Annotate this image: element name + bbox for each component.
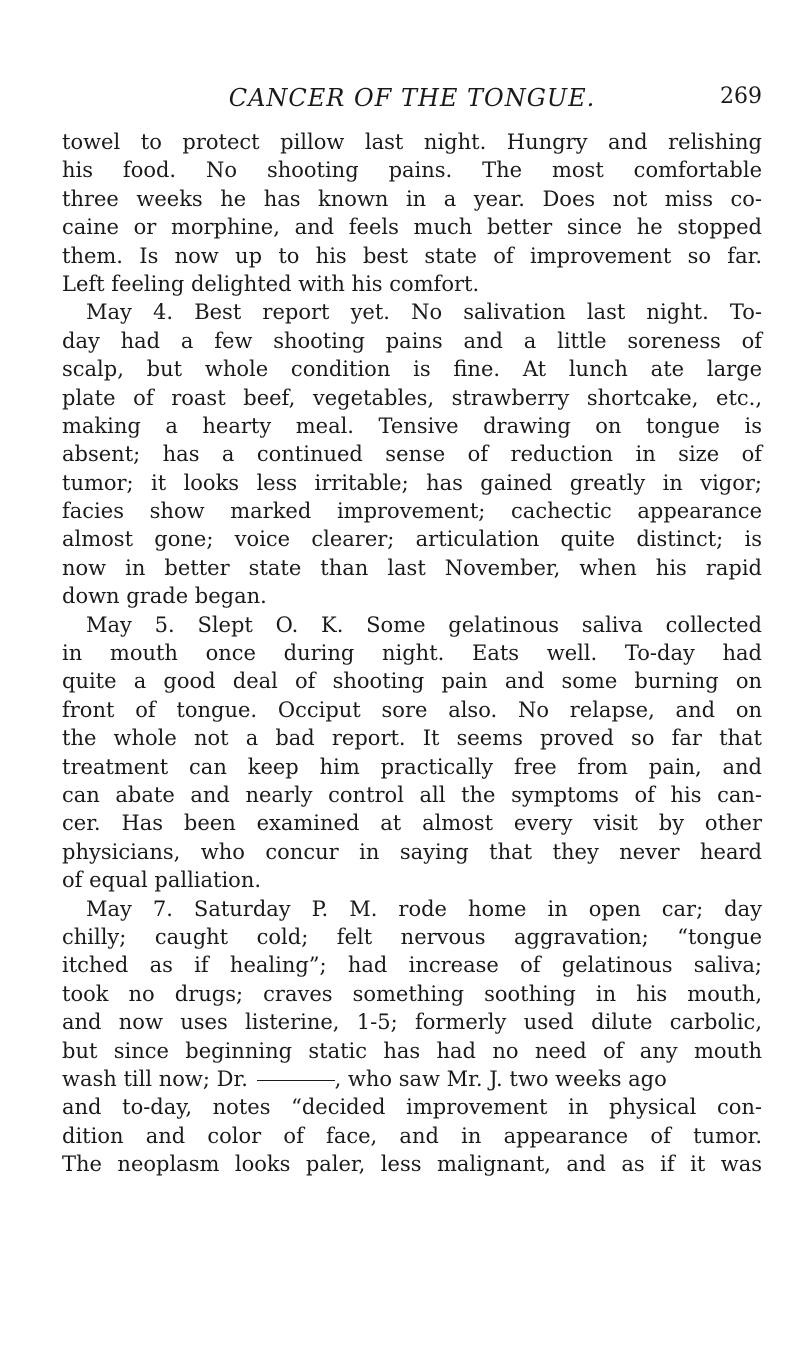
text-line: chilly; caught cold; felt nervous aggravation; “tongue xyxy=(62,924,762,949)
text-line: May 7. Saturday P. M. rode home in open car; day xyxy=(86,896,762,921)
text-line: of equal palliation. xyxy=(62,868,262,893)
text-line: The neoplasm looks paler, less malignant, and as if it was xyxy=(62,1152,762,1177)
text-line: almost gone; voice clearer; articulation quite distinct; is xyxy=(62,527,762,552)
text-line: but since beginning static has had no need of any mouth xyxy=(62,1038,762,1063)
redaction-blank xyxy=(257,1080,335,1081)
text-line: absent; has a continued sense of reduction in size of xyxy=(62,442,762,467)
text-line: and to-day, notes “decided improvement in physical con- xyxy=(62,1095,762,1120)
text-line: May 4. Best report yet. No salivation last night. To- xyxy=(86,300,762,325)
text-line: caine or morphine, and feels much better since he stopped xyxy=(62,215,762,240)
text-line: cer. Has been examined at almost every visit by other xyxy=(62,811,762,836)
page-number: 269 xyxy=(720,84,762,109)
text-segment: , who saw Mr. J. two weeks ago xyxy=(334,1066,667,1091)
text-line: now in better state than last November, when his rapid xyxy=(62,555,762,580)
text-line: scalp, but whole condition is fine. At lunch ate large xyxy=(62,357,762,382)
running-title: CANCER OF THE TONGUE. xyxy=(228,84,596,112)
text-line: towel to protect pillow last night. Hungry and relishing xyxy=(62,130,762,154)
text-line: and now uses listerine, 1-5; formerly used dilute carbolic, xyxy=(62,1010,762,1035)
text-line: plate of roast beef, vegetables, strawberry shortcake, etc., xyxy=(62,385,762,410)
text-line: tumor; it looks less irritable; has gained greatly in vigor; xyxy=(62,470,762,495)
text-line: three weeks he has known in a year. Does not miss co- xyxy=(62,186,762,211)
text-line: took no drugs; craves something soothing in his mouth, xyxy=(62,981,762,1006)
text-line: in mouth once during night. Eats well. To-day had xyxy=(62,641,762,666)
page-header xyxy=(62,84,762,124)
text-line: dition and color of face, and in appearance of tumor. xyxy=(62,1123,762,1148)
text-line: them. Is now up to his best state of improvement so far. xyxy=(62,243,762,268)
text-line: May 5. Slept O. K. Some gelatinous saliva collected xyxy=(86,612,762,637)
text-line: front of tongue. Occiput sore also. No relapse, and on xyxy=(62,697,762,722)
text-line: making a hearty meal. Tensive drawing on tongue is xyxy=(62,413,762,438)
text-line: itched as if healing”; had increase of gelatinous saliva; xyxy=(62,953,762,978)
text-line-with-blank xyxy=(62,1065,762,1093)
text-line: his food. No shooting pains. The most comfortable xyxy=(62,158,762,183)
text-line: physicians, who concur in saying that they never heard xyxy=(62,839,762,864)
text-line: treatment can keep him practically free from pain, and xyxy=(62,754,762,779)
text-line: quite a good deal of shooting pain and some burning on xyxy=(62,669,762,694)
text-line: can abate and nearly control all the symptoms of his can- xyxy=(62,782,762,807)
text-line: Left feeling delighted with his comfort. xyxy=(62,271,480,296)
body-text xyxy=(62,128,762,1178)
text-segment: wash till now; Dr. xyxy=(62,1066,248,1091)
text-line: facies show marked improvement; cachectic appearance xyxy=(62,499,762,524)
text-line: down grade began. xyxy=(62,584,267,609)
text-line: day had a few shooting pains and a little soreness of xyxy=(62,328,762,353)
text-line: the whole not a bad report. It seems proved so far that xyxy=(62,726,762,751)
